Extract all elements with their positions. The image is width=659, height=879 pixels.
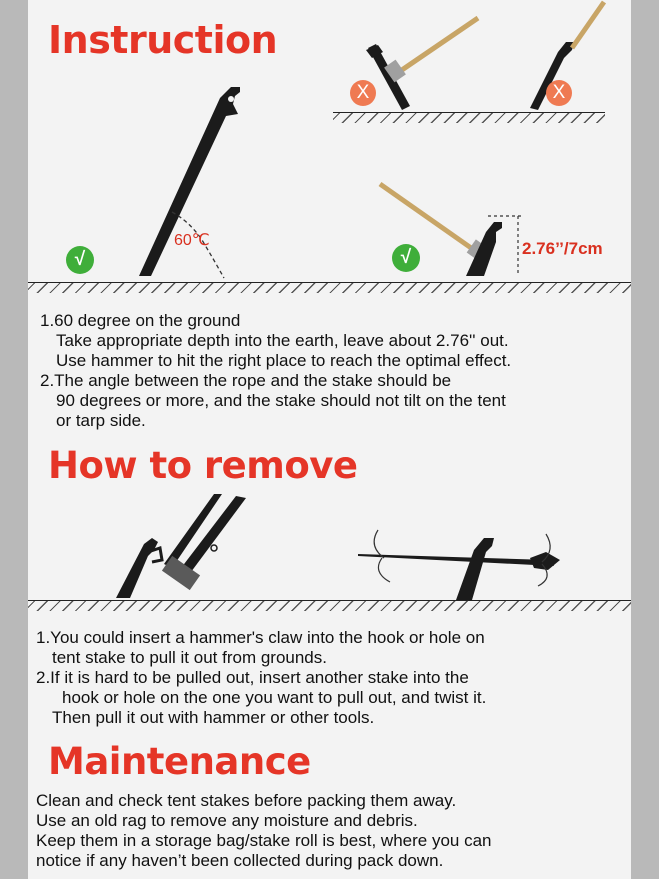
check-mark-icon: √ [392,244,420,272]
remove-line: hook or hole on the one you want to pull out, and twist it. [62,688,487,707]
instruction-text [40,311,511,431]
twist-removal-illustration [350,520,580,602]
maintenance-line: notice if any haven’t been collected during pack down. [36,851,444,870]
ground-line [28,282,631,293]
hammer-removal-illustration [108,490,308,602]
depth-label: 2.76’’/7cm [522,239,603,258]
instruction-line: or tarp side. [56,411,146,430]
wrong-hammering-illustration [328,0,628,125]
maintenance-line: Use an old rag to remove any moisture and debris. [36,811,418,830]
ground-line-small [333,112,605,123]
instruction-line: Take appropriate depth into the earth, leave about 2.76'' out. [56,331,509,350]
remove-line: 1.You could insert a hammer's claw into the hook or hole on [36,628,485,647]
instruction-line: 1.60 degree on the ground [40,311,241,330]
maintenance-line: Keep them in a storage bag/stake roll is best, where you can [36,831,492,850]
ground-line [28,600,631,611]
remove-line: 2.If it is hard to be pulled out, insert another stake into the [36,668,469,687]
cross-mark-icon: X [350,80,376,106]
angle-label: 60℃ [174,232,210,249]
how-to-remove-heading: How to remove [48,444,358,487]
remove-line: Then pull it out with hammer or other tools. [52,708,375,727]
instruction-line: 2.The angle between the rope and the stake should be [40,371,452,390]
remove-line: tent stake to pull it out from grounds. [52,648,327,667]
instruction-line: 90 degrees or more, and the stake should not tilt on the tent [56,391,506,410]
maintenance-line: Clean and check tent stakes before packing them away. [36,791,457,810]
maintenance-heading: Maintenance [48,740,311,783]
instruction-line: Use hammer to hit the right place to reach the optimal effect. [56,351,512,370]
instruction-heading: Instruction [48,18,278,62]
instruction-sheet [28,0,631,879]
stake-60-degree-illustration [98,80,248,285]
remove-text [36,628,486,728]
maintenance-text [36,791,491,871]
cross-mark-icon: X [546,80,572,106]
check-mark-icon: √ [66,246,94,274]
